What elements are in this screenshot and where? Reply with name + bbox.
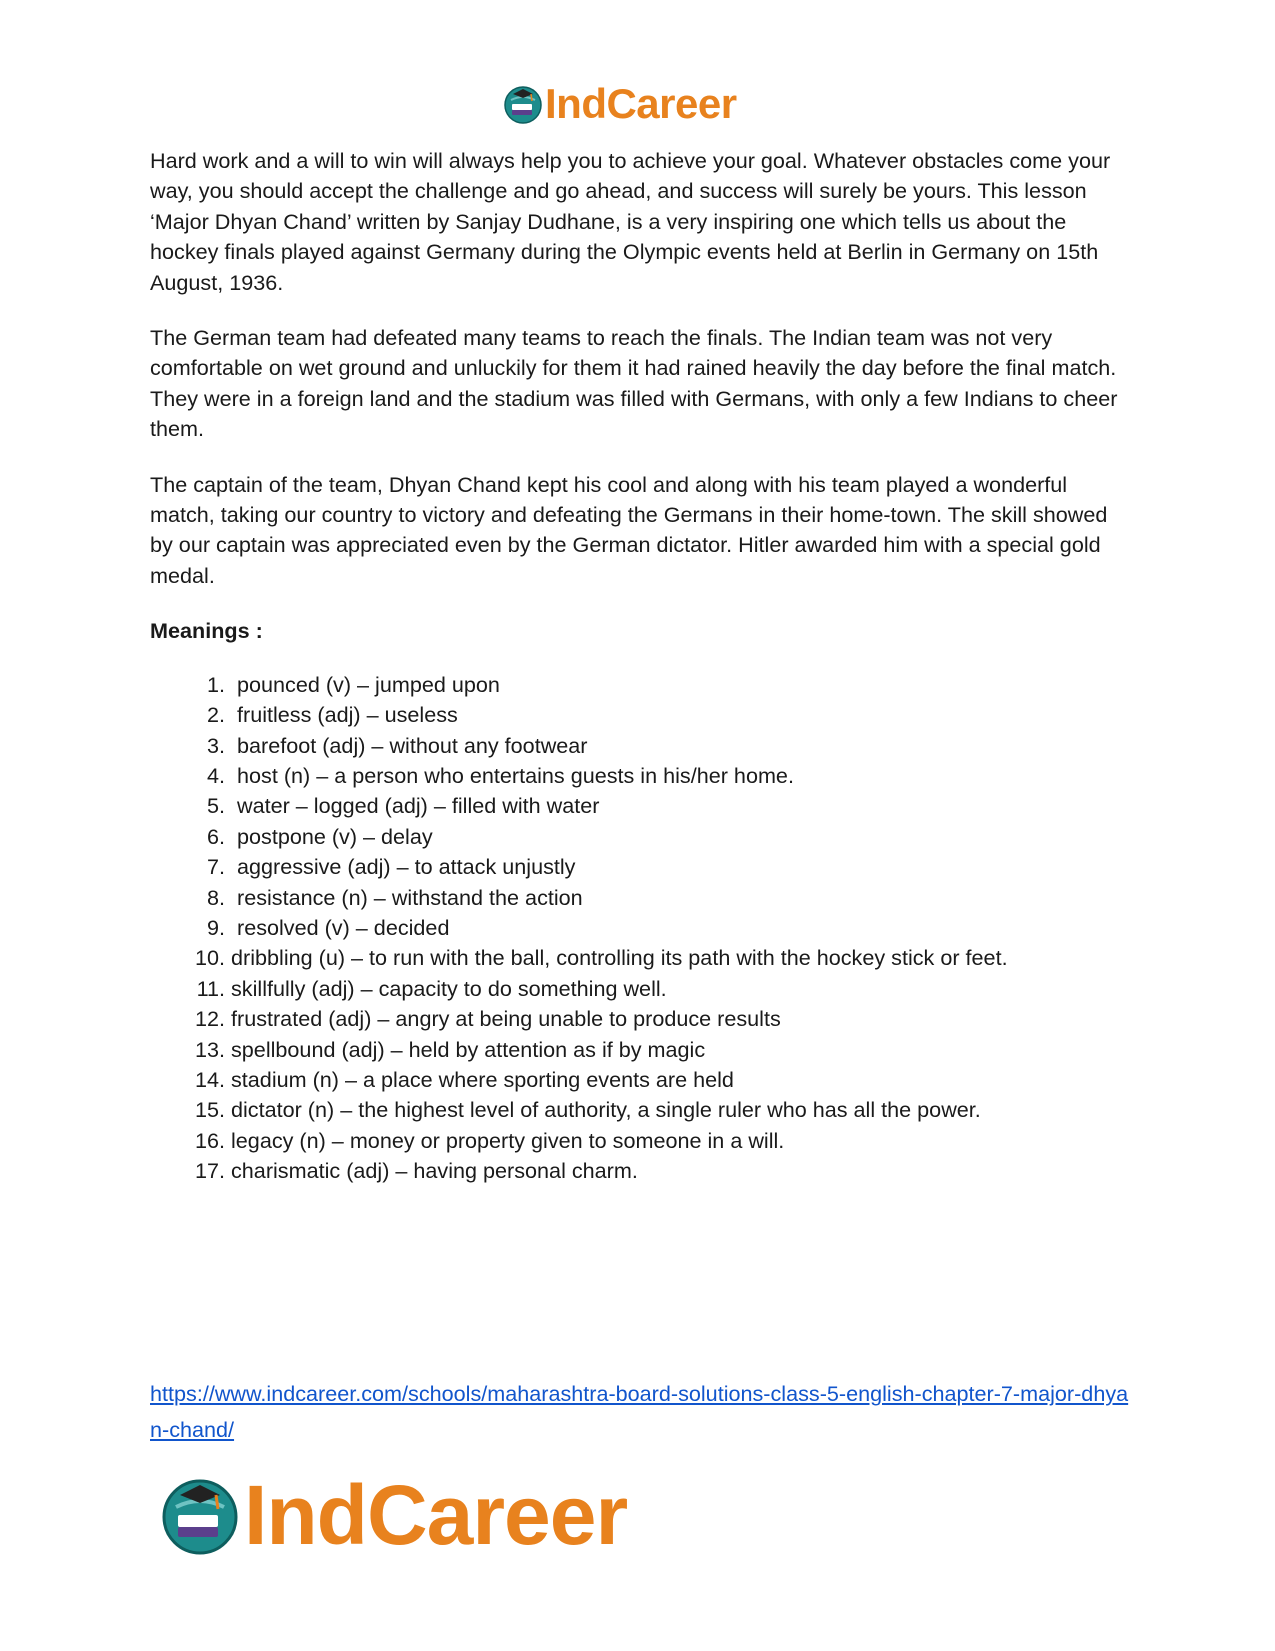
list-item bbox=[150, 1126, 1130, 1156]
list-item-number: 17. bbox=[194, 1158, 225, 1184]
list-item-number: 10. bbox=[194, 945, 225, 971]
document-body bbox=[150, 146, 1130, 1187]
list-item bbox=[150, 731, 1130, 761]
list-item-text: stadium (n) – a place where sporting events are held bbox=[231, 1066, 734, 1092]
list-item-number: 5. bbox=[206, 793, 225, 819]
list-item-number: 13. bbox=[194, 1036, 225, 1062]
list-item-number: 2. bbox=[206, 702, 225, 728]
list-item bbox=[150, 700, 1130, 730]
footer-logo bbox=[160, 1470, 627, 1560]
globe-book-icon bbox=[503, 84, 543, 124]
list-item-number: 7. bbox=[206, 854, 225, 880]
list-item-text: legacy (n) – money or property given to someone in a will. bbox=[231, 1127, 785, 1153]
list-item bbox=[150, 943, 1130, 973]
list-item-number: 14. bbox=[194, 1066, 225, 1092]
header-logo-text: IndCareer bbox=[545, 80, 737, 127]
list-item bbox=[150, 852, 1130, 882]
list-item-text: charismatic (adj) – having personal charm. bbox=[231, 1158, 638, 1184]
list-item bbox=[150, 1065, 1130, 1095]
list-item-text: spellbound (adj) – held by attention as if by magic bbox=[231, 1036, 706, 1062]
source-link[interactable]: https://www.indcareer.com/schools/maharashtra-board-solutions-class-5-english-chapter-7-major-dhyan-chand/ bbox=[150, 1381, 1129, 1442]
list-item-number: 16. bbox=[194, 1127, 225, 1153]
list-item bbox=[150, 1035, 1130, 1065]
list-item bbox=[150, 670, 1130, 700]
paragraph-captain: The captain of the team, Dhyan Chand kept his cool and along with his team played a wonderful match, taking our country to victory and defeating the Germans in their home-town. The skill showed by our captain was appreciated even by the German dictator. Hitler awarded him with a special gold medal. bbox=[150, 471, 1108, 588]
list-item-text: dictator (n) – the highest level of authority, a single ruler who has all the power. bbox=[231, 1097, 981, 1123]
list-item-number: 1. bbox=[206, 671, 225, 697]
list-item-number: 15. bbox=[194, 1097, 225, 1123]
list-item-text: resistance (n) – withstand the action bbox=[237, 884, 583, 910]
list-item-number: 12. bbox=[194, 1006, 225, 1032]
list-item bbox=[150, 761, 1130, 791]
paragraph-german-team: The German team had defeated many teams to reach the finals. The Indian team was not very comfortable on wet ground and unluckily for them it had rained heavily the day before the final match. They were in a foreign land and the stadium was filled with Germans, with only a few Indians to cheer them. bbox=[150, 325, 1118, 442]
list-item-number: 6. bbox=[206, 823, 225, 849]
list-item-text: host (n) – a person who entertains guests in his/her home. bbox=[237, 762, 794, 788]
meanings-heading: Meanings : bbox=[150, 618, 263, 644]
globe-book-icon bbox=[160, 1475, 240, 1555]
list-item bbox=[150, 974, 1130, 1004]
list-item-text: water – logged (adj) – filled with water bbox=[237, 793, 600, 819]
list-item bbox=[150, 791, 1130, 821]
list-item-text: barefoot (adj) – without any footwear bbox=[237, 732, 588, 758]
list-item bbox=[150, 883, 1130, 913]
list-item-text: skillfully (adj) – capacity to do something well. bbox=[231, 975, 667, 1001]
paragraph-intro: Hard work and a will to win will always help you to achieve your goal. Whatever obstacles come your way, you should accept the challenge and go ahead, and success will surely be yours. This lesson ‘Major Dhyan Chand’ written by Sanjay Dudhane, is a very inspiring one which tells us about the hockey finals played against Germany during the Olympic events held at Berlin in Germany on 15th August, 1936. bbox=[150, 148, 1111, 295]
list-item bbox=[150, 1004, 1130, 1034]
list-item-number: 3. bbox=[206, 732, 225, 758]
header-logo bbox=[503, 80, 737, 128]
footer-logo-text: IndCareer bbox=[244, 1468, 628, 1562]
list-item-text: fruitless (adj) – useless bbox=[237, 702, 458, 728]
list-item-number: 8. bbox=[206, 884, 225, 910]
list-item-text: aggressive (adj) – to attack unjustly bbox=[237, 854, 576, 880]
list-item-text: postpone (v) – delay bbox=[237, 823, 433, 849]
list-item-text: pounced (v) – jumped upon bbox=[237, 671, 500, 697]
list-item bbox=[150, 822, 1130, 852]
list-item-number: 4. bbox=[206, 762, 225, 788]
list-item bbox=[150, 1156, 1130, 1186]
list-item-number: 9. bbox=[206, 914, 225, 940]
list-item-text: dribbling (u) – to run with the ball, controlling its path with the hockey stick or feet. bbox=[231, 945, 1008, 971]
list-item bbox=[150, 1095, 1130, 1125]
list-item-text: frustrated (adj) – angry at being unable to produce results bbox=[231, 1006, 781, 1032]
list-item-number: 11. bbox=[196, 975, 225, 1001]
meanings-list bbox=[150, 670, 1130, 1187]
list-item-text: resolved (v) – decided bbox=[237, 914, 450, 940]
list-item bbox=[150, 913, 1130, 943]
